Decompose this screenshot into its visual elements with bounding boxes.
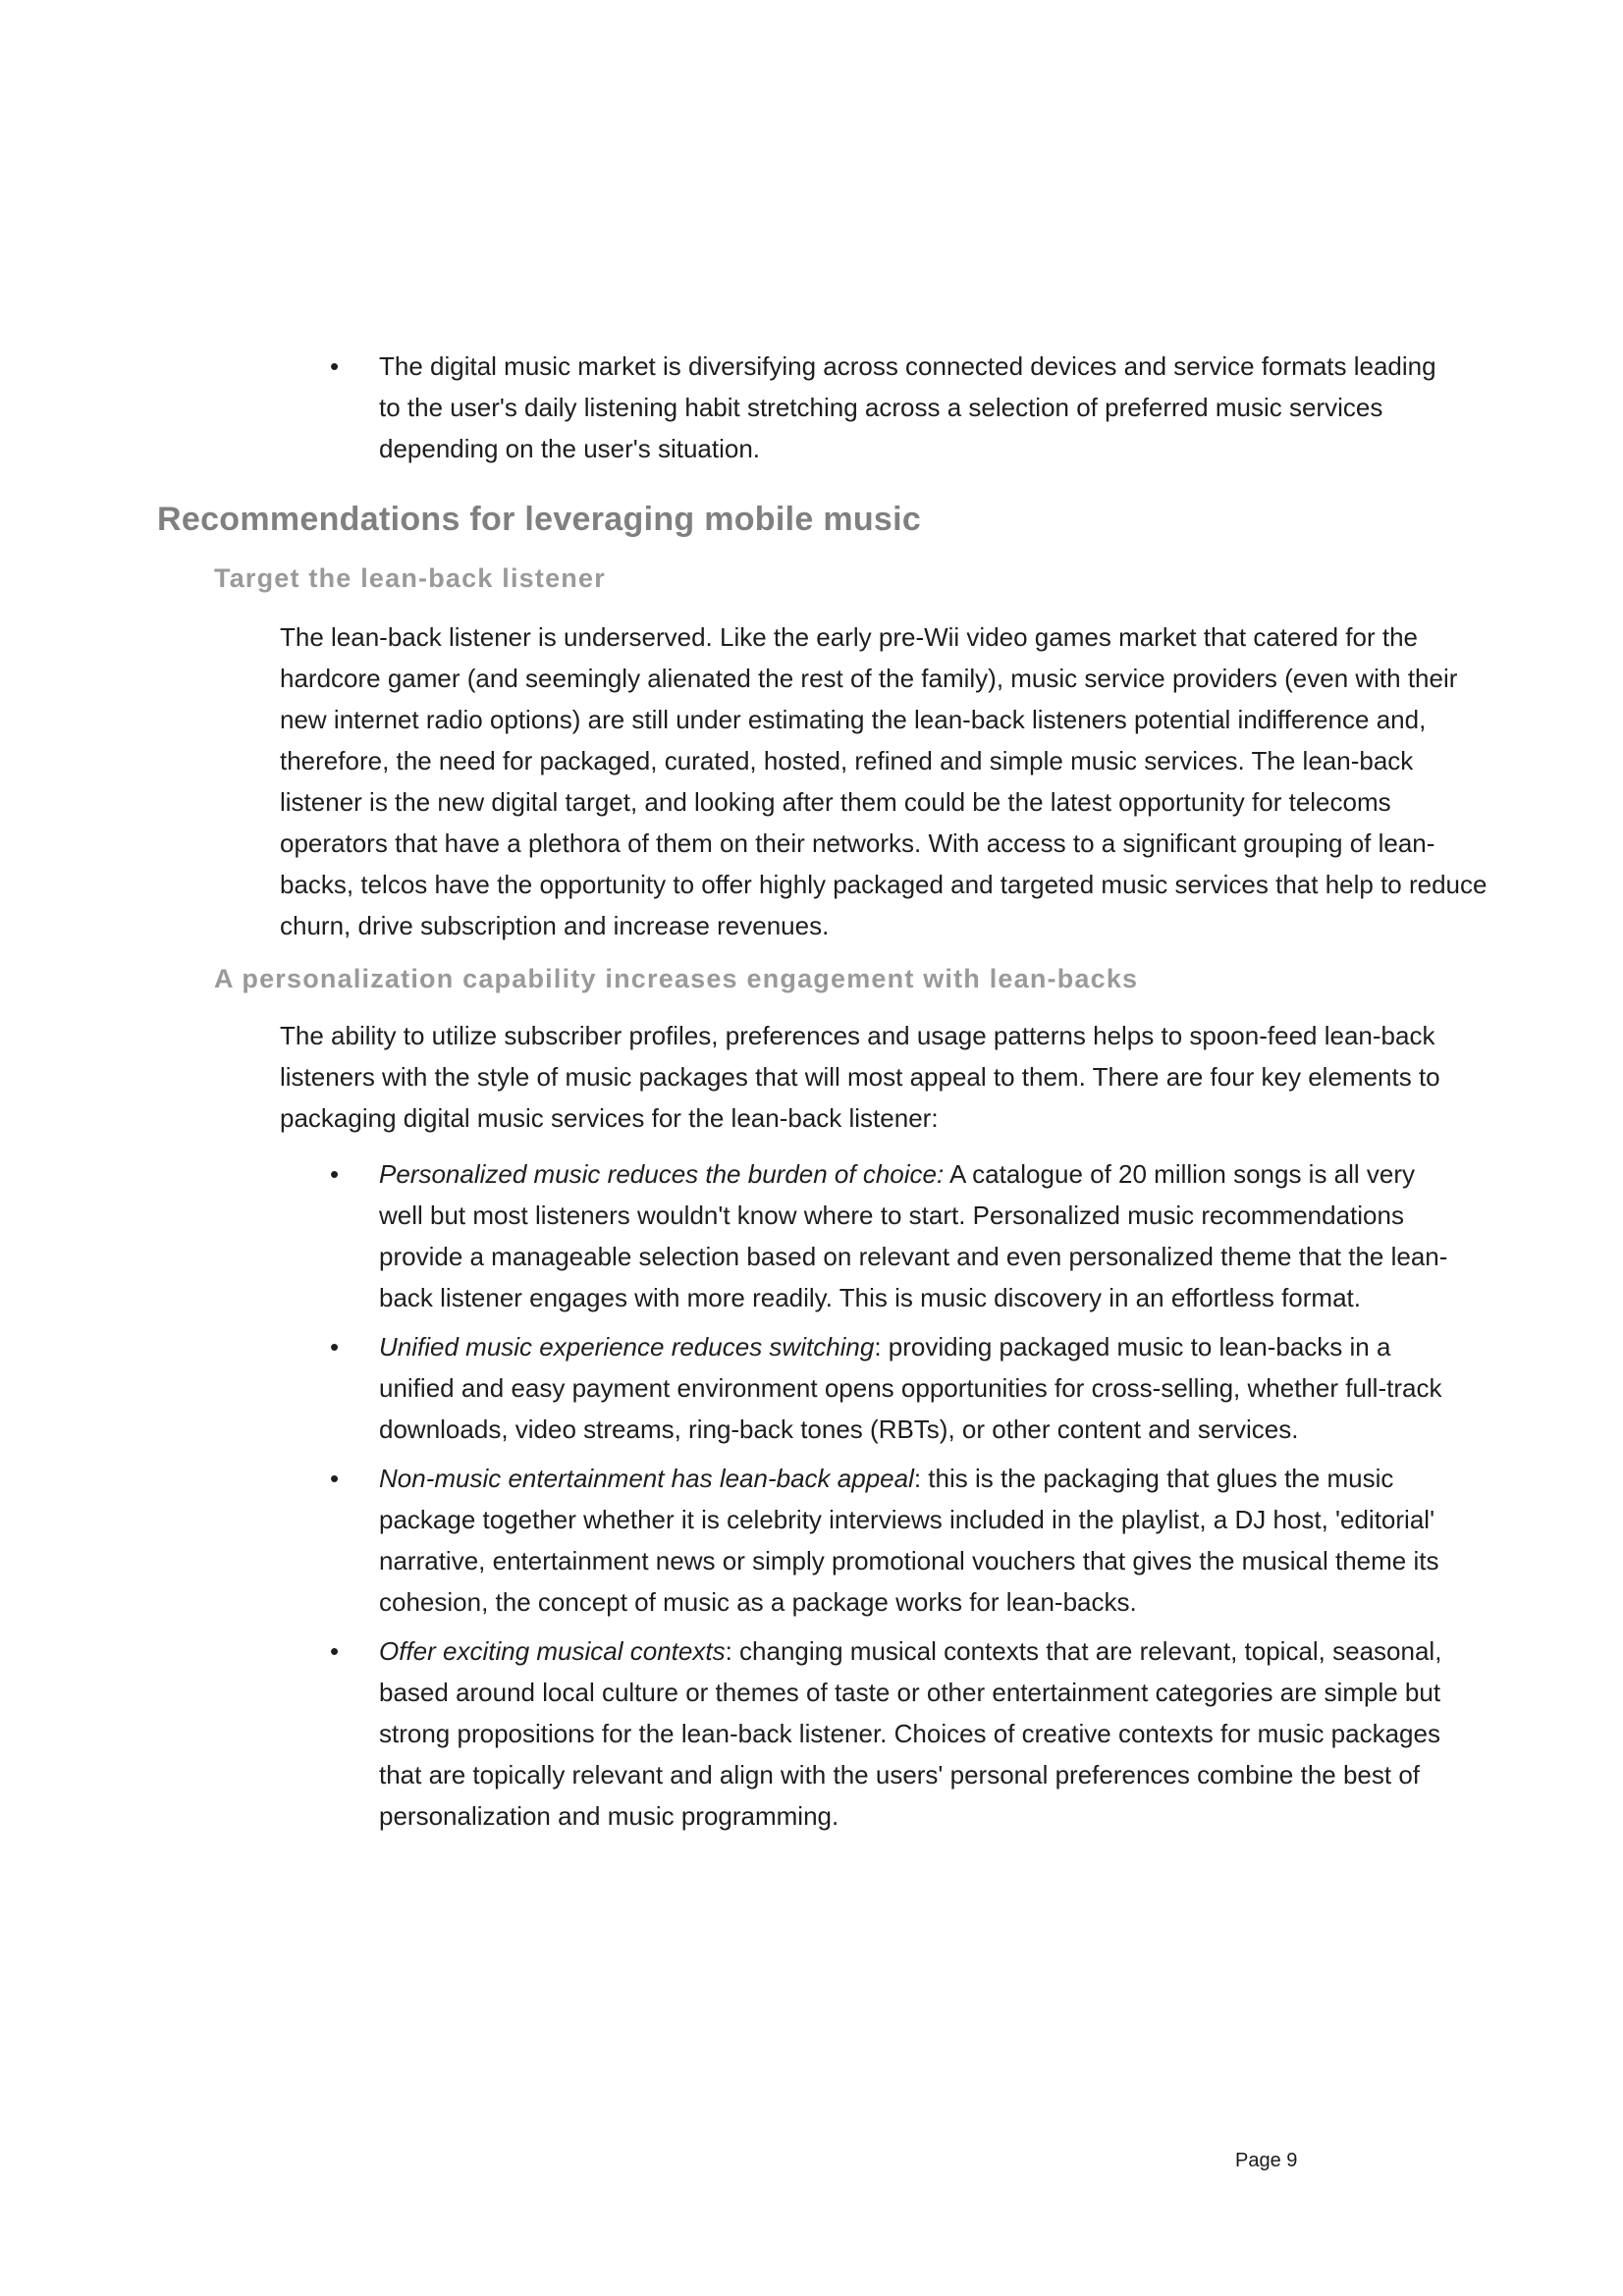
bullet-lead: Personalized music reduces the burden of choice:: [379, 1159, 945, 1189]
bullet-icon: •: [330, 1332, 340, 1362]
list-item: [0, 1153, 1459, 1318]
list-item: [0, 1630, 1459, 1837]
bullet-text: A catalogue of 20 million songs is all very well but most listeners wouldn't know where to start. Personalized music recommendations provide a manageable selection based on relevant and even personalized theme that the lean-back listener engages with more readily. This is music discovery in an effortless format.: [379, 1159, 1448, 1312]
section-heading: Recommendations for leveraging mobile music: [157, 501, 922, 538]
bullet-icon: •: [330, 1636, 340, 1666]
subsection-heading-personalization: A personalization capability increases engagement with lean-backs: [214, 964, 1139, 993]
bullet-icon: •: [330, 351, 340, 381]
bullet-lead: Non-music entertainment has lean-back appeal: [379, 1464, 914, 1493]
page-number: Page 9: [1235, 2150, 1298, 2171]
subsection-heading-lean-back: Target the lean-back listener: [214, 563, 606, 593]
key-elements-list: [0, 1153, 1459, 1844]
bullet-text: : changing musical contexts that are relevant, topical, seasonal, based around local culture or themes of taste or other entertainment categories are simple but strong propositions for the lean-back listener. Choices of creative contexts for music packages that are topically relevant and align with the users' personal preferences combine the best of personalization and music programming.: [379, 1636, 1442, 1831]
paragraph-lean-back: The lean-back listener is underserved. Like the early pre-Wii video games market that catered for the hardcore gamer (and seemingly alienated the rest of the family), music service providers (even with their new internet radio options) are still under estimating the lean-back listeners potential indifference and, therefore, the need for packaged, curated, hosted, refined and simple music services. The lean-back listener is the new digital target, and looking after them could be the latest opportunity for telecoms operators that have a plethora of them on their networks. With access to a significant grouping of lean-backs, telcos have the opportunity to offer highly packaged and targeted music services that help to reduce churn, drive subscription and increase revenues.: [280, 622, 1488, 940]
bullet-icon: •: [330, 1159, 340, 1189]
bullet-lead: Offer exciting musical contexts: [379, 1636, 726, 1666]
bullet-lead: Unified music experience reduces switching: [379, 1332, 875, 1362]
bullet-text: : this is the packaging that glues the music package together whether it is celebrity interviews included in the playlist, a DJ host, 'editorial' narrative, entertainment news or simply promotional vouchers that gives the musical theme its cohesion, the concept of music as a package works for lean-backs.: [379, 1464, 1439, 1617]
bullet-icon: •: [330, 1464, 340, 1493]
list-item: [0, 1458, 1459, 1623]
intro-bullet-list: [0, 346, 1459, 477]
bullet-text: : providing packaged music to lean-backs in a unified and easy payment environment opens opportunities for cross-selling, whether full-track downloads, video streams, ring-back tones (RBTs), or other content and services.: [379, 1332, 1442, 1444]
list-item: [0, 1326, 1459, 1450]
paragraph-personalization: The ability to utilize subscriber profiles, preferences and usage patterns helps to spoon-feed lean-back listeners with the style of music packages that will most appeal to them. There are four key elements to packaging digital music services for the lean-back listener:: [280, 1021, 1440, 1133]
bullet-text: The digital music market is diversifying across connected devices and service formats leading to the user's daily listening habit stretching across a selection of preferred music services depending on the user's situation.: [379, 351, 1436, 463]
list-item: [0, 346, 1459, 469]
